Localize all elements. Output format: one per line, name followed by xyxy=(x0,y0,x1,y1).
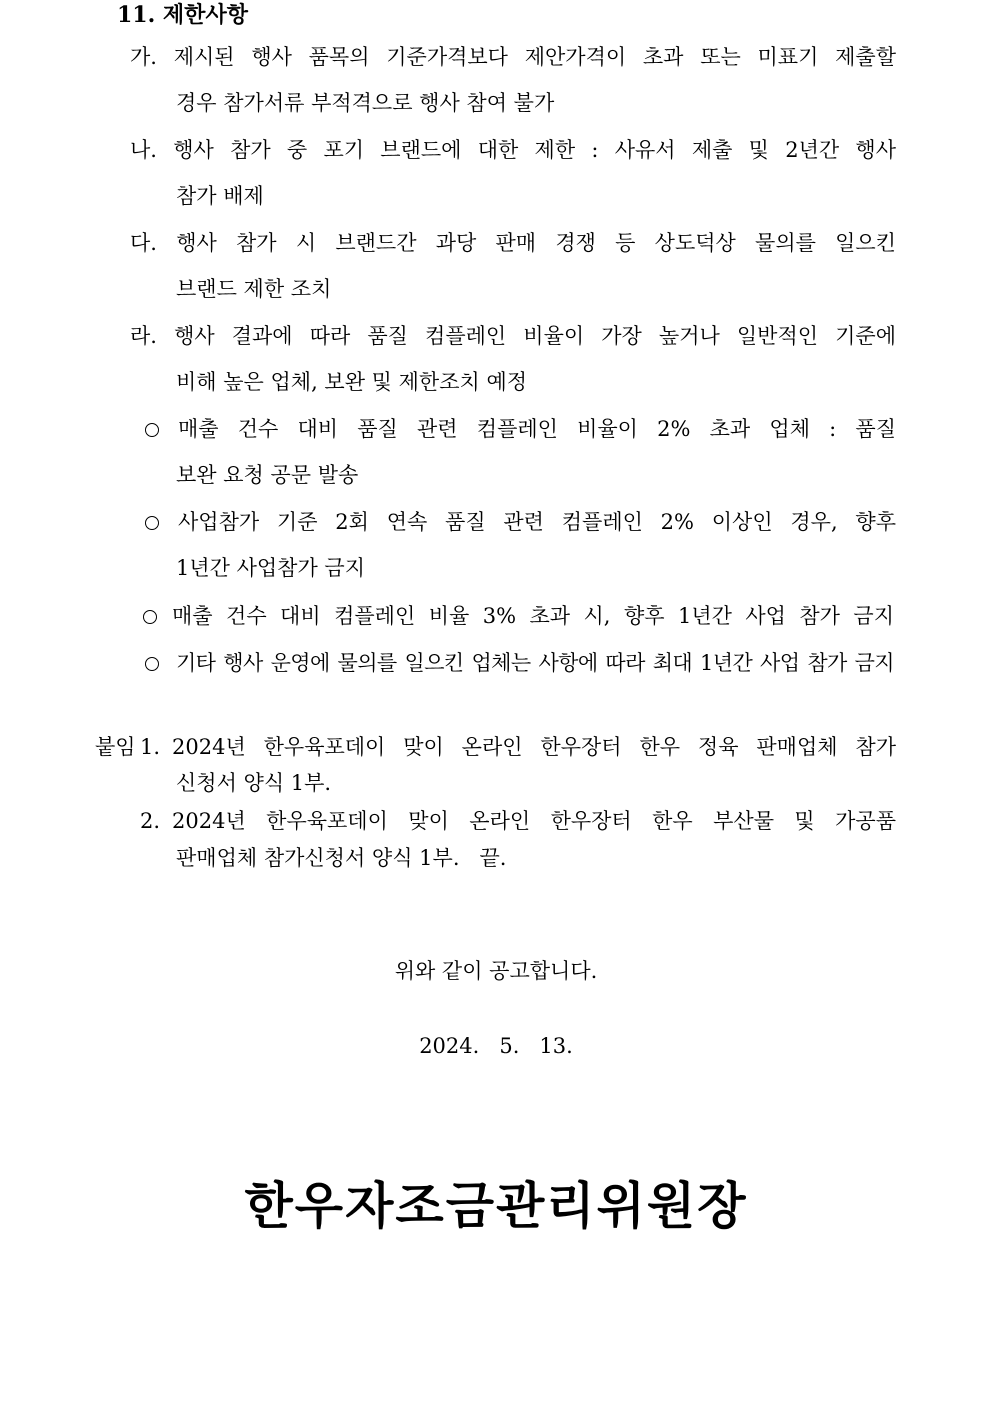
attachment-item: 2024년 한우육포데이 맞이 온라인 한우장터 한우 정육 판매업체 참가 xyxy=(172,735,896,759)
bullet-icon xyxy=(145,657,159,671)
attachment-number: 2. xyxy=(140,809,161,833)
bullet-item: 기타 행사 운영에 물의를 일으킨 업체는 사항에 따라 최대 1년간 사업 참가 금지 xyxy=(176,651,894,675)
attachment-label: 붙임 xyxy=(95,735,136,759)
restriction-item-cont: 경우 참가서류 부적격으로 행사 참여 불가 xyxy=(176,91,555,115)
attachment-number: 1. xyxy=(140,735,161,759)
bullet-item: 매출 건수 대비 컴플레인 비율 3% 초과 시, 향후 1년간 사업 참가 금지 xyxy=(172,604,894,628)
attachment-item-cont: 판매업체 참가신청서 양식 1부. 끝. xyxy=(176,846,507,870)
bullet-item: 매출 건수 대비 품질 관련 컴플레인 비율이 2% 초과 업체 : 품질 xyxy=(178,417,896,441)
closing-statement: 위와 같이 공고합니다. xyxy=(394,959,598,983)
bullet-item-cont: 보완 요청 공문 발송 xyxy=(176,463,359,487)
issue-date: 2024. 5. 13. xyxy=(419,1034,573,1058)
attachment-item: 2024년 한우육포데이 맞이 온라인 한우장터 한우 부산물 및 가공품 xyxy=(172,809,896,833)
restriction-item-cont: 비해 높은 업체, 보완 및 제한조치 예정 xyxy=(176,370,528,394)
attachment-item-cont: 신청서 양식 1부. xyxy=(176,771,332,795)
restriction-item-cont: 참가 배제 xyxy=(176,184,264,208)
restriction-item: 다. 행사 참가 시 브랜드간 과당 판매 경쟁 등 상도덕상 물의를 일으킨 xyxy=(130,231,896,255)
restriction-item: 라. 행사 결과에 따라 품질 컴플레인 비율이 가장 높거나 일반적인 기준에 xyxy=(130,324,896,348)
section-title: 11. 제한사항 xyxy=(117,2,248,28)
bullet-icon xyxy=(143,610,157,624)
issuer-name: 한우자조금관리위원장 xyxy=(244,1176,748,1235)
restriction-item: 가. 제시된 행사 품목의 기준가격보다 제안가격이 초과 또는 미표기 제출할 xyxy=(130,45,896,69)
bullet-item: 사업참가 기준 2회 연속 품질 관련 컴플레인 2% 이상인 경우, 향후 xyxy=(178,510,896,534)
restriction-item-cont: 브랜드 제한 조치 xyxy=(176,277,332,301)
restriction-item: 나. 행사 참가 중 포기 브랜드에 대한 제한 : 사유서 제출 및 2년간 행사 xyxy=(130,138,896,162)
bullet-icon xyxy=(145,516,159,530)
bullet-item-cont: 1년간 사업참가 금지 xyxy=(176,556,365,580)
bullet-icon xyxy=(145,423,159,437)
